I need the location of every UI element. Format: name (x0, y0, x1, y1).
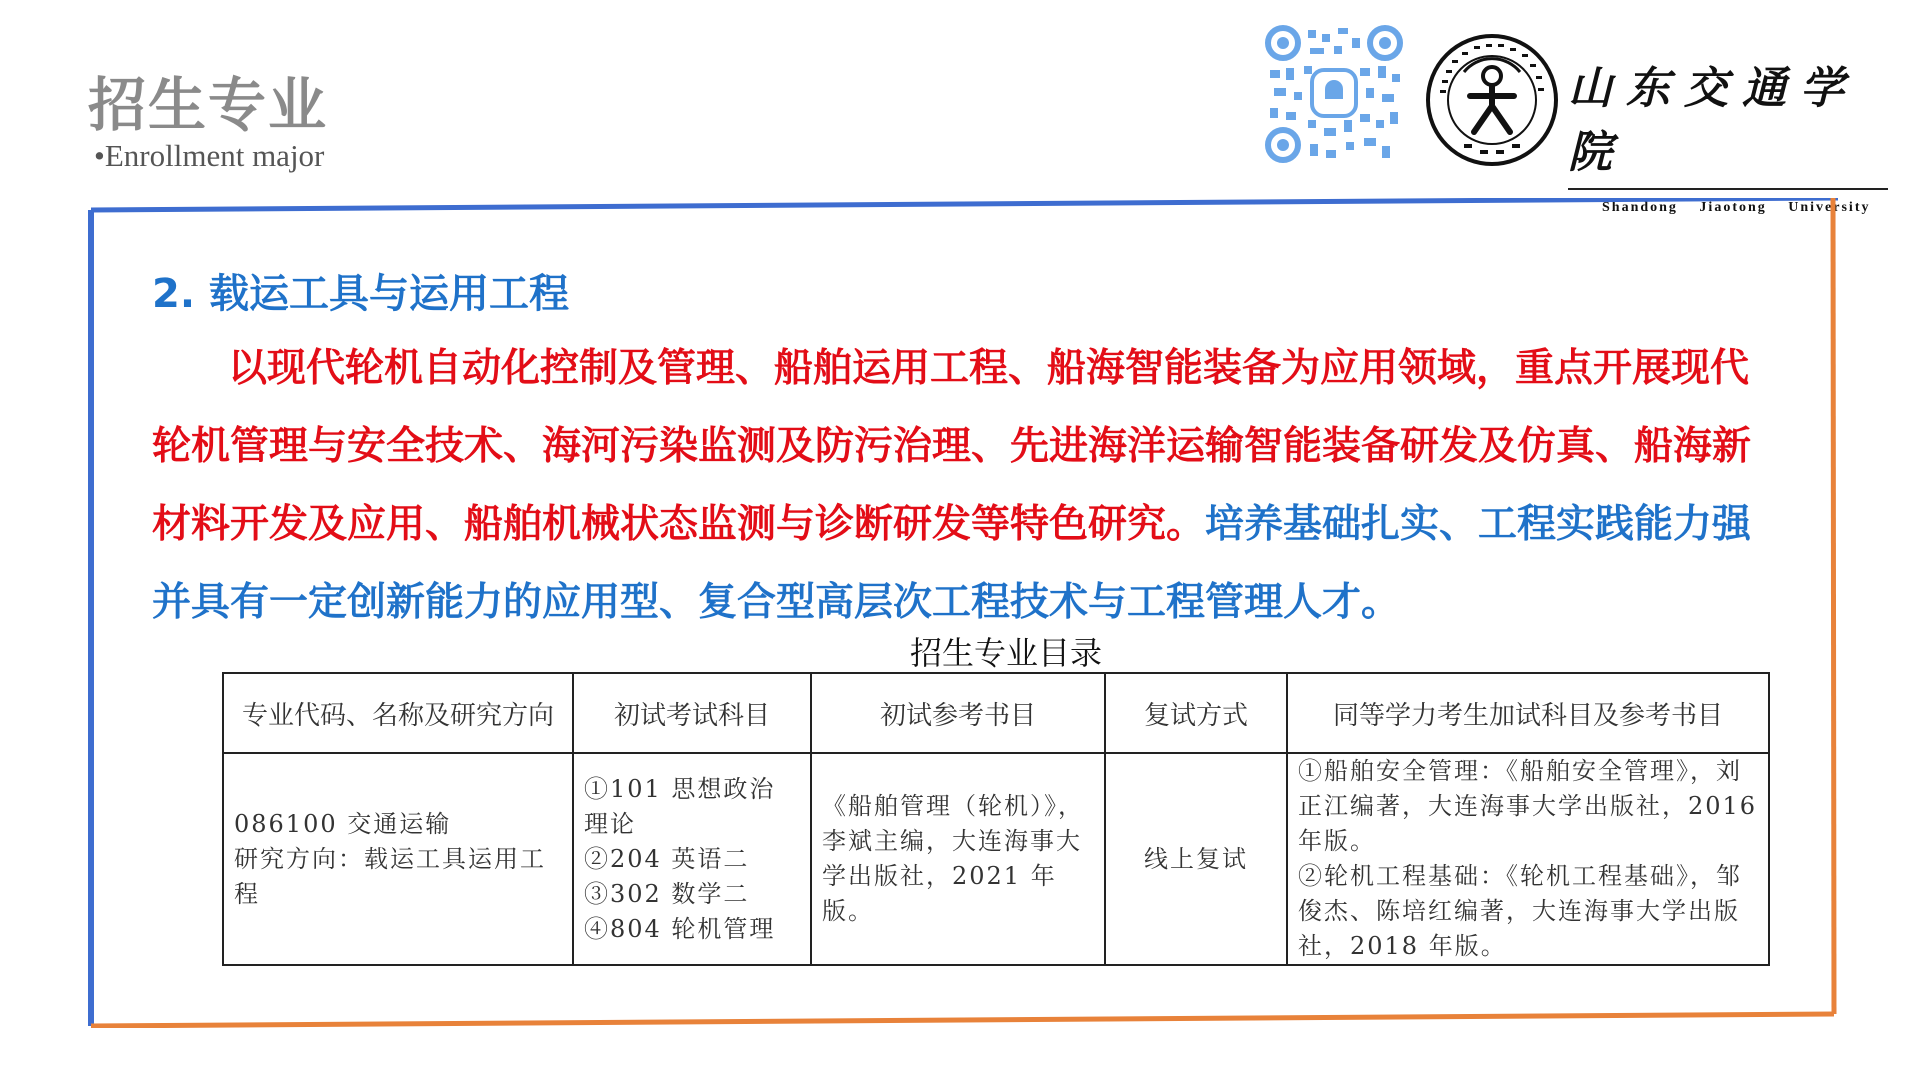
column-header-books: 初试参考书目 (811, 673, 1105, 753)
section-heading: 2. 载运工具与运用工程 (152, 271, 569, 317)
table-header-row (223, 673, 1769, 753)
section-description (152, 330, 1762, 642)
column-header-major: 专业代码、名称及研究方向 (223, 673, 573, 753)
exam-subject: ②204 英语二 (584, 844, 750, 873)
table-caption: 招生专业目录 (910, 634, 1103, 672)
cell-books: 《船舶管理（轮机）》，李斌主编，大连海事大学出版社，2021 年版。 (811, 753, 1105, 965)
university-seal-logo (1424, 32, 1560, 168)
exam-subject: ③302 数学二 (584, 879, 750, 908)
page-subtitle: •Enrollment major (94, 138, 325, 173)
university-name-cn: 山东交通学院 (1568, 63, 1858, 178)
table-row (223, 753, 1769, 965)
exam-subject: ①101 思想政治理论 (584, 774, 776, 838)
page-title: 招生专业 (88, 71, 329, 139)
exam-subject: ④804 轮机管理 (584, 914, 776, 943)
major-code-name: 086100 交通运输 (234, 809, 452, 838)
wordmark-rule (1568, 188, 1888, 190)
cell-major (223, 753, 573, 965)
qr-code (1264, 24, 1404, 164)
cell-retest: 线上复试 (1105, 753, 1287, 965)
cell-exams (573, 753, 811, 965)
research-direction: 研究方向：载运工具运用工程 (234, 844, 546, 908)
extra-subject: ①船舶安全管理：《船舶安全管理》，刘正江编著，大连海事大学出版社，2016 年版。 (1298, 757, 1758, 855)
cell-extra (1287, 753, 1769, 965)
description-training-goal: 培养基础扎实、工程实践能力强并具有一定创新能力的应用型、复合型高层次工程技术与工程管理人才。 (152, 502, 1752, 625)
university-name-en: Shandong Jiaotong University (1602, 200, 1871, 215)
enrollment-catalog-table (222, 672, 1770, 966)
column-header-retest: 复试方式 (1105, 673, 1287, 753)
extra-subject: ②轮机工程基础：《轮机工程基础》，邹俊杰、陈培红编著，大连海事大学出版社，2018 年版。 (1298, 862, 1742, 960)
description-research: 以现代轮机自动化控制及管理、船舶运用工程、船海智能装备为应用领域，重点开展现代轮机管理与安全技术、海河污染监测及防污治理、先进海洋运输智能装备研发及仿真、船海新材料开发及应用、船舶机械状态监测与诊断研发等特色研究。 (152, 346, 1752, 547)
university-wordmark (1568, 52, 1888, 216)
column-header-exams: 初试考试科目 (573, 673, 811, 753)
column-header-extra: 同等学力考生加试科目及参考书目 (1287, 673, 1769, 753)
